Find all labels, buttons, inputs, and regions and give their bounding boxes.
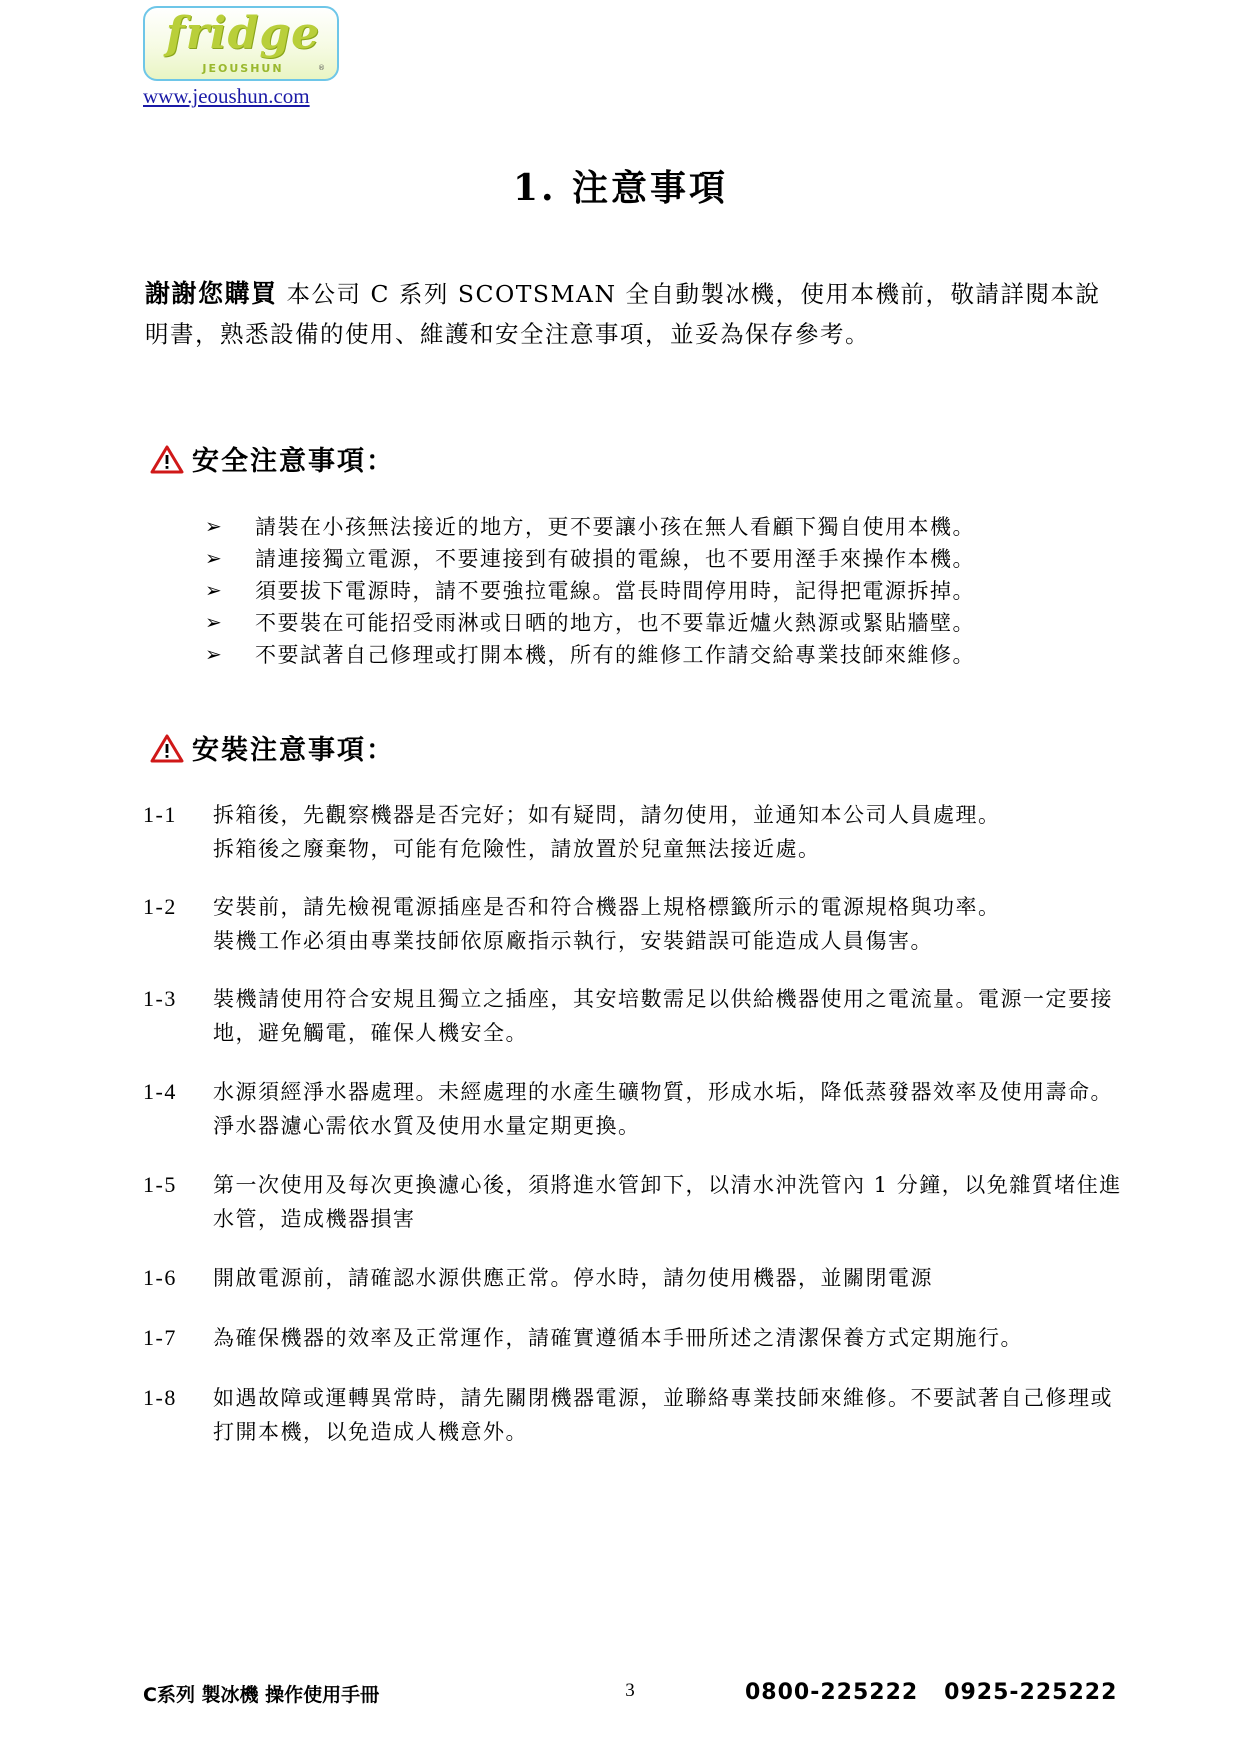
logo-subtext: JEOUSHUN bbox=[202, 62, 284, 75]
list-item bbox=[205, 510, 1125, 542]
item-text bbox=[213, 798, 1128, 866]
footer-doc-title: C系列 製冰機 操作使用手冊 bbox=[143, 1684, 380, 1706]
warning-triangle-icon bbox=[150, 733, 184, 763]
arrow-bullet-icon: ➢ bbox=[205, 610, 224, 634]
page-title: 1. 注意事項 bbox=[512, 167, 729, 209]
item-line-1: 安裝前，請先檢視電源插座是否和符合機器上規格標籤所示的電源規格與功率。 bbox=[213, 895, 1001, 919]
item-number: 1-1 bbox=[143, 802, 177, 827]
footer-phone-numbers: 0800-225222 0925-225222 bbox=[745, 1680, 1118, 1705]
arrow-bullet-icon: ➢ bbox=[205, 546, 224, 570]
page-footer bbox=[0, 1680, 1241, 1710]
intro-lead: 謝謝您購買 bbox=[145, 279, 278, 308]
list-item-text: 須要拔下電源時，請不要強拉電線。當長時間停用時，記得把電源拆掉。 bbox=[255, 579, 975, 603]
install-item-1-2 bbox=[143, 890, 1128, 958]
logo bbox=[143, 6, 339, 81]
item-number: 1-8 bbox=[143, 1385, 177, 1410]
warning-triangle-icon bbox=[150, 444, 184, 474]
item-number: 1-2 bbox=[143, 894, 177, 919]
list-item-text: 不要裝在可能招受雨淋或日晒的地方，也不要靠近爐火熱源或緊貼牆壁。 bbox=[255, 611, 975, 635]
install-item-1-7 bbox=[143, 1321, 1128, 1355]
install-item-1-4 bbox=[143, 1075, 1128, 1143]
intro-text: 本公司 C 系列 SCOTSMAN 全自動製冰機，使用本機前，敬請詳閱本說明書，熟悉設備的使用、維護和安全注意事項，並妥為保存參考。 bbox=[145, 280, 1101, 348]
list-item bbox=[205, 638, 1125, 670]
install-item-1-8 bbox=[143, 1381, 1128, 1449]
item-number: 1-6 bbox=[143, 1265, 177, 1290]
arrow-bullet-icon: ➢ bbox=[205, 514, 224, 538]
item-text: 為確保機器的效率及正常運作，請確實遵循本手冊所述之清潔保養方式定期施行。 bbox=[213, 1326, 1023, 1350]
item-text: 水源須經淨水器處理。未經處理的水產生礦物質，形成水垢，降低蒸發器效率及使用壽命。淨水器濾心需依水質及使用水量定期更換。 bbox=[213, 1080, 1113, 1138]
install-item-1-1 bbox=[143, 798, 1128, 866]
install-heading-row bbox=[150, 728, 395, 767]
list-item bbox=[205, 542, 1125, 574]
list-item bbox=[205, 606, 1125, 638]
item-number: 1-7 bbox=[143, 1325, 177, 1350]
item-text: 第一次使用及每次更換濾心後，須將進水管卸下，以清水沖洗管內 1 分鐘，以免雜質堵住進水管，造成機器損害 bbox=[213, 1173, 1122, 1231]
page-number: 3 bbox=[625, 1680, 635, 1701]
install-heading: 安裝注意事項： bbox=[192, 735, 395, 766]
item-number: 1-4 bbox=[143, 1079, 177, 1104]
item-text: 裝機請使用符合安規且獨立之插座，其安培數需足以供給機器使用之電流量。電源一定要接地，避免觸電，確保人機安全。 bbox=[213, 987, 1113, 1045]
registered-mark: ® bbox=[318, 64, 325, 72]
safety-heading-row bbox=[150, 439, 395, 478]
intro-paragraph bbox=[145, 274, 1125, 354]
item-text bbox=[213, 890, 1128, 958]
install-item-1-5 bbox=[143, 1168, 1128, 1236]
list-item-text: 請連接獨立電源，不要連接到有破損的電線，也不要用溼手來操作本機。 bbox=[255, 547, 975, 571]
logo-wordmark: fridge bbox=[165, 8, 321, 59]
item-text: 開啟電源前，請確認水源供應正常。停水時，請勿使用機器，並關閉電源 bbox=[213, 1266, 933, 1290]
website-link[interactable]: www.jeoushun.com bbox=[143, 84, 310, 108]
install-item-1-6 bbox=[143, 1261, 1128, 1295]
arrow-bullet-icon: ➢ bbox=[205, 578, 224, 602]
item-line-2: 裝機工作必須由專業技師依原廠指示執行，安裝錯誤可能造成人員傷害。 bbox=[213, 929, 933, 953]
arrow-bullet-icon: ➢ bbox=[205, 642, 224, 666]
item-line-1: 拆箱後，先觀察機器是否完好；如有疑問，請勿使用，並通知本公司人員處理。 bbox=[213, 803, 1001, 827]
list-item-text: 請裝在小孩無法接近的地方，更不要讓小孩在無人看顧下獨自使用本機。 bbox=[255, 515, 975, 539]
install-item-1-3 bbox=[143, 982, 1128, 1050]
list-item bbox=[205, 574, 1125, 606]
safety-list bbox=[205, 510, 1125, 670]
item-line-2: 拆箱後之廢棄物，可能有危險性，請放置於兒童無法接近處。 bbox=[213, 837, 821, 861]
item-number: 1-3 bbox=[143, 986, 177, 1011]
list-item-text: 不要試著自己修理或打開本機，所有的維修工作請交給專業技師來維修。 bbox=[255, 643, 975, 667]
safety-heading: 安全注意事項： bbox=[192, 446, 395, 477]
item-text: 如遇故障或運轉異常時，請先關閉機器電源，並聯絡專業技師來維修。不要試著自己修理或打開本機，以免造成人機意外。 bbox=[213, 1386, 1113, 1444]
item-number: 1-5 bbox=[143, 1172, 177, 1197]
